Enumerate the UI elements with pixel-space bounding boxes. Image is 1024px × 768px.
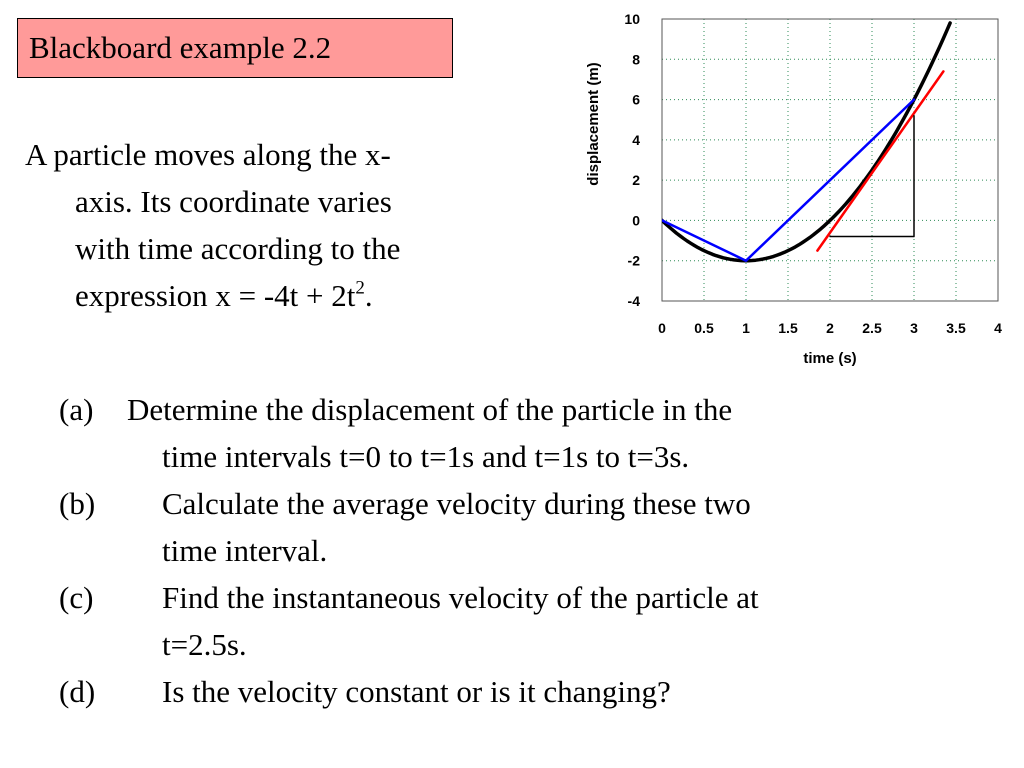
question-c: [0, 574, 1024, 668]
statement-line-3: with time according to the: [75, 231, 401, 266]
question-d: [0, 668, 1024, 762]
question-c-line-1: Find the instantaneous velocity of the particle at: [162, 580, 759, 615]
question-d-label: (d): [59, 674, 96, 709]
x-tick-label: 2: [826, 320, 834, 336]
y-tick-label: 4: [632, 131, 640, 148]
slide-title: Blackboard example 2.2: [17, 18, 453, 78]
question-c-label: (c): [59, 580, 94, 615]
statement-line-4: [25, 272, 525, 319]
question-a: [0, 386, 1024, 480]
period: .: [364, 278, 373, 313]
question-b-line-2: time interval.: [162, 533, 328, 568]
x-tick-label: 0.5: [694, 320, 714, 336]
question-b: [0, 480, 1024, 574]
x-tick-label: 0: [658, 320, 666, 336]
x-tick-label: 2.5: [862, 320, 882, 336]
question-b-label: (b): [59, 486, 96, 521]
chart-svg: [570, 0, 1024, 380]
question-a-line-1: Determine the displacement of the particle in the: [127, 392, 733, 427]
question-a-label: (a): [59, 392, 94, 427]
question-c-line-2: t=2.5s.: [162, 627, 247, 662]
statement-line-2: axis. Its coordinate varies: [75, 184, 392, 219]
y-tick-label: 10: [624, 11, 640, 27]
question-d-line-1: Is the velocity constant or is it changing?: [162, 674, 671, 709]
plot-frame: [662, 19, 998, 301]
question-a-line-2: time intervals t=0 to t=1s and t=1s to t=3s.: [162, 439, 690, 474]
x-tick-label: 3: [910, 320, 918, 336]
y-axis-label: displacement (m): [585, 62, 602, 186]
displacement-time-chart: [570, 0, 1024, 380]
question-b-line-1: Calculate the average velocity during these two: [162, 486, 751, 521]
x-tick-label: 4: [994, 320, 1002, 336]
expression-text: expression x = -4t + 2t: [75, 278, 356, 313]
question-list: [0, 386, 1024, 762]
x-tick-label: 3.5: [946, 320, 966, 336]
x-axis-label: time (s): [803, 350, 857, 367]
y-tick-label: 6: [632, 91, 640, 108]
statement-line-1: A particle moves along the x-: [25, 137, 391, 172]
y-tick-label: 2: [632, 172, 640, 189]
series-curve: [662, 23, 950, 261]
series-slope-triangle: [830, 116, 914, 237]
y-tick-label: 0: [632, 212, 640, 229]
series-tangent: [817, 71, 943, 250]
problem-statement: [25, 131, 525, 319]
exponent: 2: [355, 277, 365, 299]
y-tick-label: -4: [627, 293, 640, 309]
y-tick-label: 8: [632, 51, 640, 68]
x-tick-label: 1: [742, 320, 750, 336]
y-tick-label: -2: [627, 252, 640, 269]
x-tick-label: 1.5: [778, 320, 798, 336]
